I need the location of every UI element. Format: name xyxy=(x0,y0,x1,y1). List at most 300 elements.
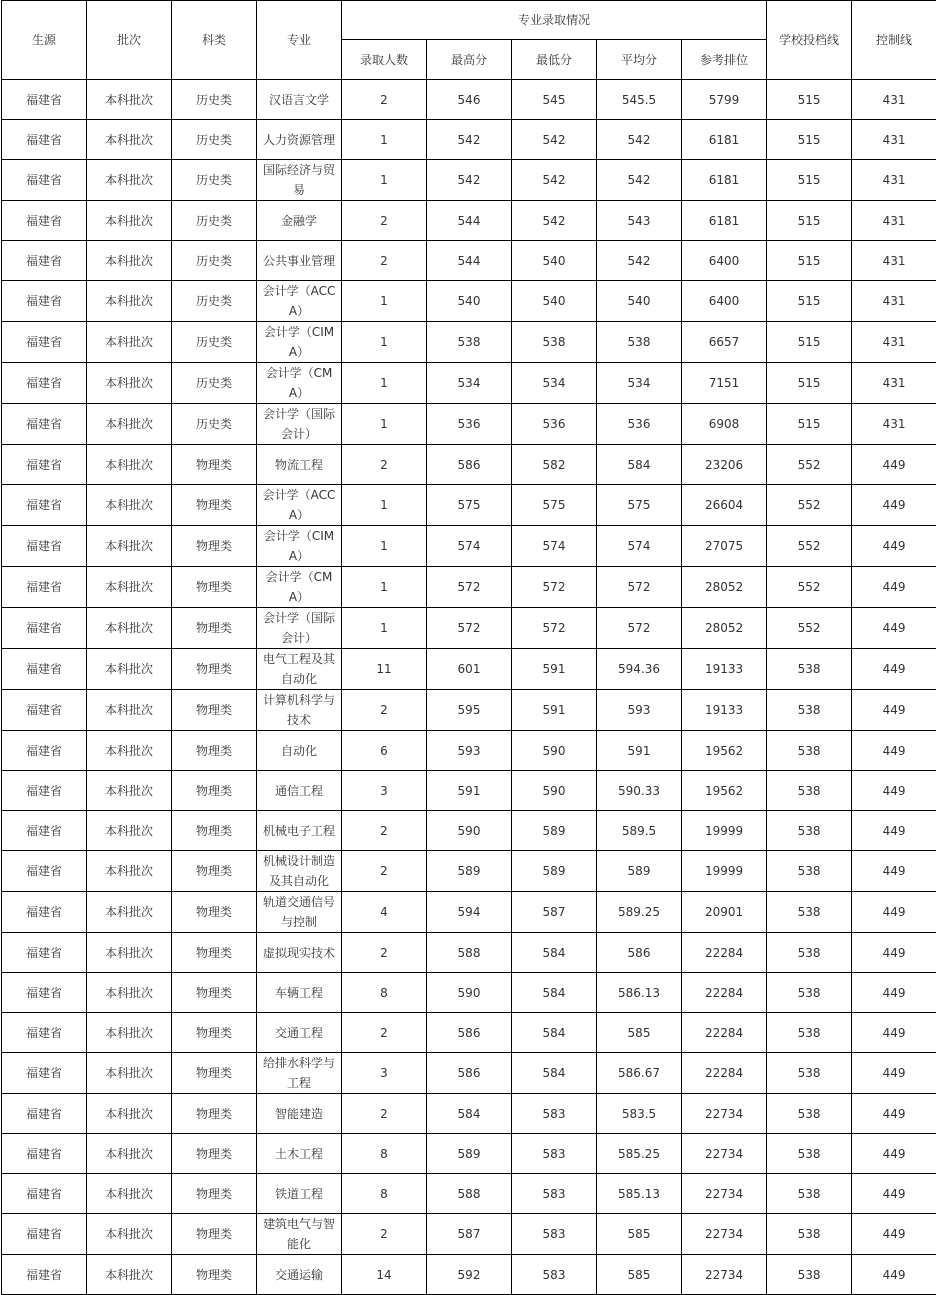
batch-cell: 本科批次 xyxy=(87,1094,172,1134)
min-score-cell: 575 xyxy=(512,485,597,526)
batch-cell: 本科批次 xyxy=(87,404,172,445)
table-header xyxy=(2,1,936,80)
school-line-cell: 515 xyxy=(767,363,852,404)
control-line-cell: 431 xyxy=(852,241,936,281)
category-cell: 物理类 xyxy=(172,1214,257,1255)
count-cell: 6 xyxy=(342,731,427,771)
school-line-cell: 538 xyxy=(767,771,852,811)
rank-cell: 5799 xyxy=(682,80,767,120)
source-cell: 福建省 xyxy=(2,567,87,608)
min-score-cell: 574 xyxy=(512,526,597,567)
avg-score-cell: 540 xyxy=(597,281,682,322)
batch-cell: 本科批次 xyxy=(87,322,172,363)
school-line-cell: 538 xyxy=(767,1053,852,1094)
min-score-cell: 584 xyxy=(512,933,597,973)
max-score-cell: 544 xyxy=(427,241,512,281)
avg-score-cell: 589 xyxy=(597,851,682,892)
header-rank: 参考排位 xyxy=(682,40,767,80)
rank-cell: 22284 xyxy=(682,1053,767,1094)
min-score-cell: 591 xyxy=(512,649,597,690)
count-cell: 11 xyxy=(342,649,427,690)
rank-cell: 19999 xyxy=(682,851,767,892)
control-line-cell: 449 xyxy=(852,1094,936,1134)
table-row xyxy=(2,160,936,201)
major-cell: 会计学（ACCA） xyxy=(257,281,342,322)
category-cell: 物理类 xyxy=(172,445,257,485)
school-line-cell: 538 xyxy=(767,973,852,1013)
count-cell: 2 xyxy=(342,445,427,485)
min-score-cell: 584 xyxy=(512,973,597,1013)
category-cell: 历史类 xyxy=(172,281,257,322)
source-cell: 福建省 xyxy=(2,404,87,445)
table-row xyxy=(2,201,936,241)
school-line-cell: 538 xyxy=(767,892,852,933)
control-line-cell: 431 xyxy=(852,404,936,445)
table-row xyxy=(2,363,936,404)
category-cell: 历史类 xyxy=(172,363,257,404)
source-cell: 福建省 xyxy=(2,1255,87,1295)
batch-cell: 本科批次 xyxy=(87,241,172,281)
count-cell: 2 xyxy=(342,80,427,120)
header-source: 生源 xyxy=(2,1,87,80)
category-cell: 物理类 xyxy=(172,1094,257,1134)
max-score-cell: 542 xyxy=(427,160,512,201)
rank-cell: 22284 xyxy=(682,933,767,973)
batch-cell: 本科批次 xyxy=(87,160,172,201)
avg-score-cell: 585 xyxy=(597,1214,682,1255)
source-cell: 福建省 xyxy=(2,1214,87,1255)
table-row xyxy=(2,1134,936,1174)
min-score-cell: 536 xyxy=(512,404,597,445)
avg-score-cell: 585.25 xyxy=(597,1134,682,1174)
control-line-cell: 431 xyxy=(852,201,936,241)
header-major: 专业 xyxy=(257,1,342,80)
min-score-cell: 583 xyxy=(512,1094,597,1134)
source-cell: 福建省 xyxy=(2,851,87,892)
table-row xyxy=(2,404,936,445)
source-cell: 福建省 xyxy=(2,892,87,933)
school-line-cell: 538 xyxy=(767,933,852,973)
school-line-cell: 515 xyxy=(767,120,852,160)
source-cell: 福建省 xyxy=(2,201,87,241)
avg-score-cell: 542 xyxy=(597,120,682,160)
count-cell: 3 xyxy=(342,771,427,811)
control-line-cell: 431 xyxy=(852,322,936,363)
control-line-cell: 449 xyxy=(852,526,936,567)
max-score-cell: 538 xyxy=(427,322,512,363)
max-score-cell: 536 xyxy=(427,404,512,445)
rank-cell: 6181 xyxy=(682,201,767,241)
batch-cell: 本科批次 xyxy=(87,120,172,160)
min-score-cell: 572 xyxy=(512,608,597,649)
count-cell: 2 xyxy=(342,851,427,892)
source-cell: 福建省 xyxy=(2,649,87,690)
rank-cell: 19999 xyxy=(682,811,767,851)
control-line-cell: 449 xyxy=(852,973,936,1013)
category-cell: 物理类 xyxy=(172,811,257,851)
school-line-cell: 515 xyxy=(767,404,852,445)
control-line-cell: 431 xyxy=(852,363,936,404)
min-score-cell: 591 xyxy=(512,690,597,731)
rank-cell: 22734 xyxy=(682,1255,767,1295)
avg-score-cell: 536 xyxy=(597,404,682,445)
count-cell: 3 xyxy=(342,1053,427,1094)
major-cell: 给排水科学与工程 xyxy=(257,1053,342,1094)
category-cell: 物理类 xyxy=(172,567,257,608)
major-cell: 会计学（CIMA） xyxy=(257,322,342,363)
category-cell: 物理类 xyxy=(172,1053,257,1094)
min-score-cell: 584 xyxy=(512,1013,597,1053)
control-line-cell: 449 xyxy=(852,445,936,485)
table-row xyxy=(2,120,936,160)
major-cell: 电气工程及其自动化 xyxy=(257,649,342,690)
avg-score-cell: 572 xyxy=(597,567,682,608)
rank-cell: 6181 xyxy=(682,160,767,201)
control-line-cell: 449 xyxy=(852,690,936,731)
avg-score-cell: 584 xyxy=(597,445,682,485)
admission-table xyxy=(1,0,936,1295)
max-score-cell: 546 xyxy=(427,80,512,120)
school-line-cell: 552 xyxy=(767,567,852,608)
count-cell: 8 xyxy=(342,1174,427,1214)
max-score-cell: 572 xyxy=(427,567,512,608)
rank-cell: 19562 xyxy=(682,731,767,771)
batch-cell: 本科批次 xyxy=(87,445,172,485)
avg-score-cell: 591 xyxy=(597,731,682,771)
rank-cell: 6400 xyxy=(682,241,767,281)
rank-cell: 22734 xyxy=(682,1214,767,1255)
major-cell: 人力资源管理 xyxy=(257,120,342,160)
count-cell: 1 xyxy=(342,567,427,608)
category-cell: 历史类 xyxy=(172,80,257,120)
max-score-cell: 572 xyxy=(427,608,512,649)
major-cell: 机械设计制造及其自动化 xyxy=(257,851,342,892)
avg-score-cell: 538 xyxy=(597,322,682,363)
min-score-cell: 542 xyxy=(512,120,597,160)
rank-cell: 6181 xyxy=(682,120,767,160)
avg-score-cell: 585 xyxy=(597,1013,682,1053)
rank-cell: 22734 xyxy=(682,1134,767,1174)
major-cell: 汉语言文学 xyxy=(257,80,342,120)
category-cell: 物理类 xyxy=(172,731,257,771)
table-body xyxy=(2,80,936,1295)
category-cell: 物理类 xyxy=(172,1013,257,1053)
table-row xyxy=(2,1053,936,1094)
rank-cell: 27075 xyxy=(682,526,767,567)
max-score-cell: 588 xyxy=(427,933,512,973)
control-line-cell: 449 xyxy=(852,1174,936,1214)
source-cell: 福建省 xyxy=(2,1094,87,1134)
rank-cell: 28052 xyxy=(682,608,767,649)
batch-cell: 本科批次 xyxy=(87,1255,172,1295)
major-cell: 车辆工程 xyxy=(257,973,342,1013)
min-score-cell: 590 xyxy=(512,771,597,811)
rank-cell: 23206 xyxy=(682,445,767,485)
source-cell: 福建省 xyxy=(2,608,87,649)
rank-cell: 6657 xyxy=(682,322,767,363)
avg-score-cell: 593 xyxy=(597,690,682,731)
count-cell: 1 xyxy=(342,160,427,201)
school-line-cell: 515 xyxy=(767,322,852,363)
category-cell: 历史类 xyxy=(172,120,257,160)
min-score-cell: 540 xyxy=(512,241,597,281)
rank-cell: 7151 xyxy=(682,363,767,404)
source-cell: 福建省 xyxy=(2,322,87,363)
max-score-cell: 586 xyxy=(427,445,512,485)
major-cell: 交通工程 xyxy=(257,1013,342,1053)
major-cell: 公共事业管理 xyxy=(257,241,342,281)
school-line-cell: 538 xyxy=(767,1214,852,1255)
source-cell: 福建省 xyxy=(2,690,87,731)
count-cell: 2 xyxy=(342,1214,427,1255)
control-line-cell: 431 xyxy=(852,80,936,120)
max-score-cell: 575 xyxy=(427,485,512,526)
table-row xyxy=(2,1255,936,1295)
max-score-cell: 588 xyxy=(427,1174,512,1214)
batch-cell: 本科批次 xyxy=(87,811,172,851)
category-cell: 历史类 xyxy=(172,241,257,281)
table-row xyxy=(2,1214,936,1255)
major-cell: 建筑电气与智能化 xyxy=(257,1214,342,1255)
avg-score-cell: 590.33 xyxy=(597,771,682,811)
school-line-cell: 552 xyxy=(767,608,852,649)
batch-cell: 本科批次 xyxy=(87,851,172,892)
min-score-cell: 540 xyxy=(512,281,597,322)
avg-score-cell: 542 xyxy=(597,160,682,201)
school-line-cell: 515 xyxy=(767,241,852,281)
header-count: 录取人数 xyxy=(342,40,427,80)
source-cell: 福建省 xyxy=(2,363,87,404)
count-cell: 8 xyxy=(342,973,427,1013)
batch-cell: 本科批次 xyxy=(87,1134,172,1174)
table-row xyxy=(2,608,936,649)
rank-cell: 22734 xyxy=(682,1094,767,1134)
batch-cell: 本科批次 xyxy=(87,892,172,933)
category-cell: 物理类 xyxy=(172,892,257,933)
school-line-cell: 538 xyxy=(767,1013,852,1053)
count-cell: 2 xyxy=(342,1013,427,1053)
count-cell: 1 xyxy=(342,120,427,160)
max-score-cell: 589 xyxy=(427,851,512,892)
avg-score-cell: 574 xyxy=(597,526,682,567)
major-cell: 会计学（国际会计） xyxy=(257,608,342,649)
table-row xyxy=(2,731,936,771)
category-cell: 物理类 xyxy=(172,973,257,1013)
source-cell: 福建省 xyxy=(2,120,87,160)
category-cell: 物理类 xyxy=(172,1174,257,1214)
control-line-cell: 449 xyxy=(852,771,936,811)
count-cell: 2 xyxy=(342,1094,427,1134)
table-row xyxy=(2,851,936,892)
table-row xyxy=(2,690,936,731)
table-row xyxy=(2,892,936,933)
table-row xyxy=(2,1174,936,1214)
count-cell: 8 xyxy=(342,1134,427,1174)
max-score-cell: 593 xyxy=(427,731,512,771)
category-cell: 物理类 xyxy=(172,851,257,892)
min-score-cell: 590 xyxy=(512,731,597,771)
control-line-cell: 449 xyxy=(852,892,936,933)
rank-cell: 19133 xyxy=(682,649,767,690)
batch-cell: 本科批次 xyxy=(87,1174,172,1214)
source-cell: 福建省 xyxy=(2,973,87,1013)
count-cell: 1 xyxy=(342,281,427,322)
category-cell: 历史类 xyxy=(172,160,257,201)
avg-score-cell: 594.36 xyxy=(597,649,682,690)
min-score-cell: 583 xyxy=(512,1255,597,1295)
max-score-cell: 584 xyxy=(427,1094,512,1134)
min-score-cell: 583 xyxy=(512,1214,597,1255)
batch-cell: 本科批次 xyxy=(87,80,172,120)
count-cell: 2 xyxy=(342,201,427,241)
table-row xyxy=(2,933,936,973)
batch-cell: 本科批次 xyxy=(87,363,172,404)
control-line-cell: 449 xyxy=(852,485,936,526)
count-cell: 4 xyxy=(342,892,427,933)
category-cell: 历史类 xyxy=(172,322,257,363)
count-cell: 1 xyxy=(342,363,427,404)
batch-cell: 本科批次 xyxy=(87,608,172,649)
school-line-cell: 552 xyxy=(767,485,852,526)
rank-cell: 6400 xyxy=(682,281,767,322)
school-line-cell: 515 xyxy=(767,80,852,120)
category-cell: 物理类 xyxy=(172,933,257,973)
major-cell: 会计学（CMA） xyxy=(257,567,342,608)
source-cell: 福建省 xyxy=(2,445,87,485)
batch-cell: 本科批次 xyxy=(87,1053,172,1094)
rank-cell: 20901 xyxy=(682,892,767,933)
control-line-cell: 431 xyxy=(852,120,936,160)
category-cell: 物理类 xyxy=(172,608,257,649)
control-line-cell: 449 xyxy=(852,851,936,892)
rank-cell: 28052 xyxy=(682,567,767,608)
avg-score-cell: 542 xyxy=(597,241,682,281)
header-min-score: 最低分 xyxy=(512,40,597,80)
category-cell: 历史类 xyxy=(172,201,257,241)
rank-cell: 26604 xyxy=(682,485,767,526)
school-line-cell: 538 xyxy=(767,1174,852,1214)
min-score-cell: 542 xyxy=(512,160,597,201)
control-line-cell: 449 xyxy=(852,933,936,973)
table-row xyxy=(2,811,936,851)
rank-cell: 6908 xyxy=(682,404,767,445)
school-line-cell: 538 xyxy=(767,1094,852,1134)
rank-cell: 22734 xyxy=(682,1174,767,1214)
major-cell: 会计学（国际会计） xyxy=(257,404,342,445)
max-score-cell: 592 xyxy=(427,1255,512,1295)
category-cell: 物理类 xyxy=(172,1255,257,1295)
count-cell: 1 xyxy=(342,608,427,649)
batch-cell: 本科批次 xyxy=(87,731,172,771)
source-cell: 福建省 xyxy=(2,526,87,567)
avg-score-cell: 585 xyxy=(597,1255,682,1295)
max-score-cell: 589 xyxy=(427,1134,512,1174)
major-cell: 土木工程 xyxy=(257,1134,342,1174)
table-row xyxy=(2,80,936,120)
avg-score-cell: 545.5 xyxy=(597,80,682,120)
avg-score-cell: 583.5 xyxy=(597,1094,682,1134)
min-score-cell: 589 xyxy=(512,811,597,851)
batch-cell: 本科批次 xyxy=(87,933,172,973)
source-cell: 福建省 xyxy=(2,1013,87,1053)
min-score-cell: 589 xyxy=(512,851,597,892)
table-row xyxy=(2,445,936,485)
school-line-cell: 538 xyxy=(767,1255,852,1295)
avg-score-cell: 543 xyxy=(597,201,682,241)
table-row xyxy=(2,771,936,811)
avg-score-cell: 572 xyxy=(597,608,682,649)
table-row xyxy=(2,1094,936,1134)
school-line-cell: 515 xyxy=(767,281,852,322)
school-line-cell: 515 xyxy=(767,160,852,201)
control-line-cell: 449 xyxy=(852,608,936,649)
table-row xyxy=(2,281,936,322)
category-cell: 历史类 xyxy=(172,404,257,445)
category-cell: 物理类 xyxy=(172,1134,257,1174)
major-cell: 会计学（CIMA） xyxy=(257,526,342,567)
min-score-cell: 584 xyxy=(512,1053,597,1094)
major-cell: 虚拟现实技术 xyxy=(257,933,342,973)
batch-cell: 本科批次 xyxy=(87,281,172,322)
count-cell: 2 xyxy=(342,241,427,281)
table-row xyxy=(2,567,936,608)
table-row xyxy=(2,241,936,281)
category-cell: 物理类 xyxy=(172,690,257,731)
control-line-cell: 449 xyxy=(852,1134,936,1174)
school-line-cell: 515 xyxy=(767,201,852,241)
control-line-cell: 449 xyxy=(852,649,936,690)
header-control-line: 控制线 xyxy=(852,1,936,80)
major-cell: 金融学 xyxy=(257,201,342,241)
school-line-cell: 538 xyxy=(767,1134,852,1174)
source-cell: 福建省 xyxy=(2,1174,87,1214)
rank-cell: 19562 xyxy=(682,771,767,811)
major-cell: 会计学（ACCA） xyxy=(257,485,342,526)
category-cell: 物理类 xyxy=(172,526,257,567)
source-cell: 福建省 xyxy=(2,771,87,811)
batch-cell: 本科批次 xyxy=(87,771,172,811)
control-line-cell: 431 xyxy=(852,160,936,201)
min-score-cell: 538 xyxy=(512,322,597,363)
max-score-cell: 544 xyxy=(427,201,512,241)
school-line-cell: 538 xyxy=(767,690,852,731)
min-score-cell: 583 xyxy=(512,1134,597,1174)
major-cell: 通信工程 xyxy=(257,771,342,811)
table-row xyxy=(2,1013,936,1053)
batch-cell: 本科批次 xyxy=(87,201,172,241)
control-line-cell: 449 xyxy=(852,1214,936,1255)
control-line-cell: 449 xyxy=(852,567,936,608)
major-cell: 智能建造 xyxy=(257,1094,342,1134)
avg-score-cell: 589.5 xyxy=(597,811,682,851)
count-cell: 2 xyxy=(342,690,427,731)
source-cell: 福建省 xyxy=(2,1134,87,1174)
source-cell: 福建省 xyxy=(2,80,87,120)
avg-score-cell: 586.13 xyxy=(597,973,682,1013)
school-line-cell: 538 xyxy=(767,731,852,771)
header-category: 科类 xyxy=(172,1,257,80)
count-cell: 2 xyxy=(342,811,427,851)
batch-cell: 本科批次 xyxy=(87,567,172,608)
min-score-cell: 572 xyxy=(512,567,597,608)
source-cell: 福建省 xyxy=(2,1053,87,1094)
rank-cell: 22284 xyxy=(682,973,767,1013)
avg-score-cell: 585.13 xyxy=(597,1174,682,1214)
min-score-cell: 545 xyxy=(512,80,597,120)
source-cell: 福建省 xyxy=(2,731,87,771)
max-score-cell: 542 xyxy=(427,120,512,160)
header-batch: 批次 xyxy=(87,1,172,80)
